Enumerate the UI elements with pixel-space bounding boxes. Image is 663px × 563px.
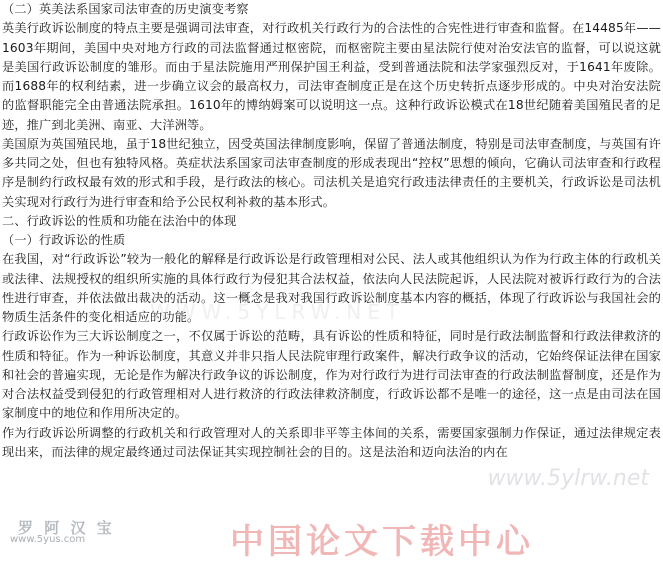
watermark-banner: 中国论文下载中心 [230, 522, 534, 562]
watermark-site-url: www.5ylrw.net [487, 466, 649, 491]
paragraph-us-colonial: 美国原为英国殖民地，虽于18世纪独立，因受英国法律制度影响，保留了普通法制度，特别是司法审查制度，与英国有许多共同之处，但也有独特风格。英症状法系国家司法审查制度的形成表现出“控权”思想的倾向，它确认司法审查和行政程序是制约行政权最有效的形式和手段，是行政法的核心。司法机关是追究行政违法律责任的主要机关，行政诉讼是司法机关实现对行政行为进行审查和给予公民权利补救的基本形式。 [2, 136, 661, 209]
subsection-heading-nature: （一）行政诉讼的性质 [2, 233, 126, 247]
section-heading-history: （二）英美法系国家司法审查的历史演变考察 [2, 2, 249, 16]
watermark-logo-url: www.5yus.com [10, 534, 86, 545]
document-page [2, 0, 661, 549]
paragraph-definition: 在我国，对“行政诉讼”较为一般化的解释是行政诉讼是行政管理相对公民、法人或其他组织认为作为行政主体的行政机关或法律、法规授权的组织所实施的具体行政行为侵犯其合法权益，依法向人民法院起诉，人民法院对被诉行政行为的合法性进行审查，并依法做出裁决的活动。这一概念是我对我国行政诉讼制度基本内容的概括，体现了行政诉讼与我国社会的物质生活条件的变化相适应的功能。 [2, 252, 661, 324]
paragraph-anglo-american-review: 英美行政诉讼制度的特点主要是强调司法审查，对行政机关行政行为的合法性的合宪性进行审查和监督。在14485年——1603年期间，美国中央对地方行政的司法监督通过枢密院，而枢密院主要由星法院行使对治安法官的监督，可以说这就是美国行政诉讼制度的雏形。而由于星法院施用严刑保护国王利益，受到普通法院和法学家强烈反对，于1641年废除。而1688年的权利结素，进一步确立议会的最高权力，司法审查制度正是在这个历史转折点逐步形成的。中央对治安法院的监督职能完全由普通法院承担。1610年的博纳姆案可以说明这一点。这种行政诉讼模式在18世纪随着美国殖民者的足迹，推广到北美洲、南亚、大洋洲等。 [2, 21, 661, 132]
section-heading-nature-function: 二、行政诉讼的性质和功能在法治中的体现 [2, 213, 237, 228]
watermark-logo-mark: 罗 阿 汉 宝 [18, 519, 115, 537]
watermark-wide: WWW.5YLRW.NET [150, 300, 405, 324]
paragraph-three-systems: 行政诉讼作为三大诉讼制度之一，不仅属于诉讼的范畴，具有诉讼的性质和特征，同时是行政法制监督和行政法律救济的性质和特征。作为一种诉讼制度，其意义并非只指人民法院审理行政案件，解决行政争议的活动，它始终保证法律在国家和社会的普遍实现，无论是作为解决行政争议的诉讼制度，作为对行政行为进行司法审查的行政法制监督制度，还是作为对合法权益受到侵犯的行政管理相对人进行救济的行政法律救济制度，行政诉讼都不是唯一的途径，这一点是由司法在国家制度中的地位和作用所决定的。 [2, 329, 661, 421]
paragraph-relationship: 作为行政诉讼所调整的行政机关和行政管理对人的关系即非平等主体间的关系，需要国家强制力作保证，通过法律规定表现出来，而法律的规定最终通过司法保证其实现控制社会的目的。这是法治和迈向法治的内在 [2, 425, 661, 459]
